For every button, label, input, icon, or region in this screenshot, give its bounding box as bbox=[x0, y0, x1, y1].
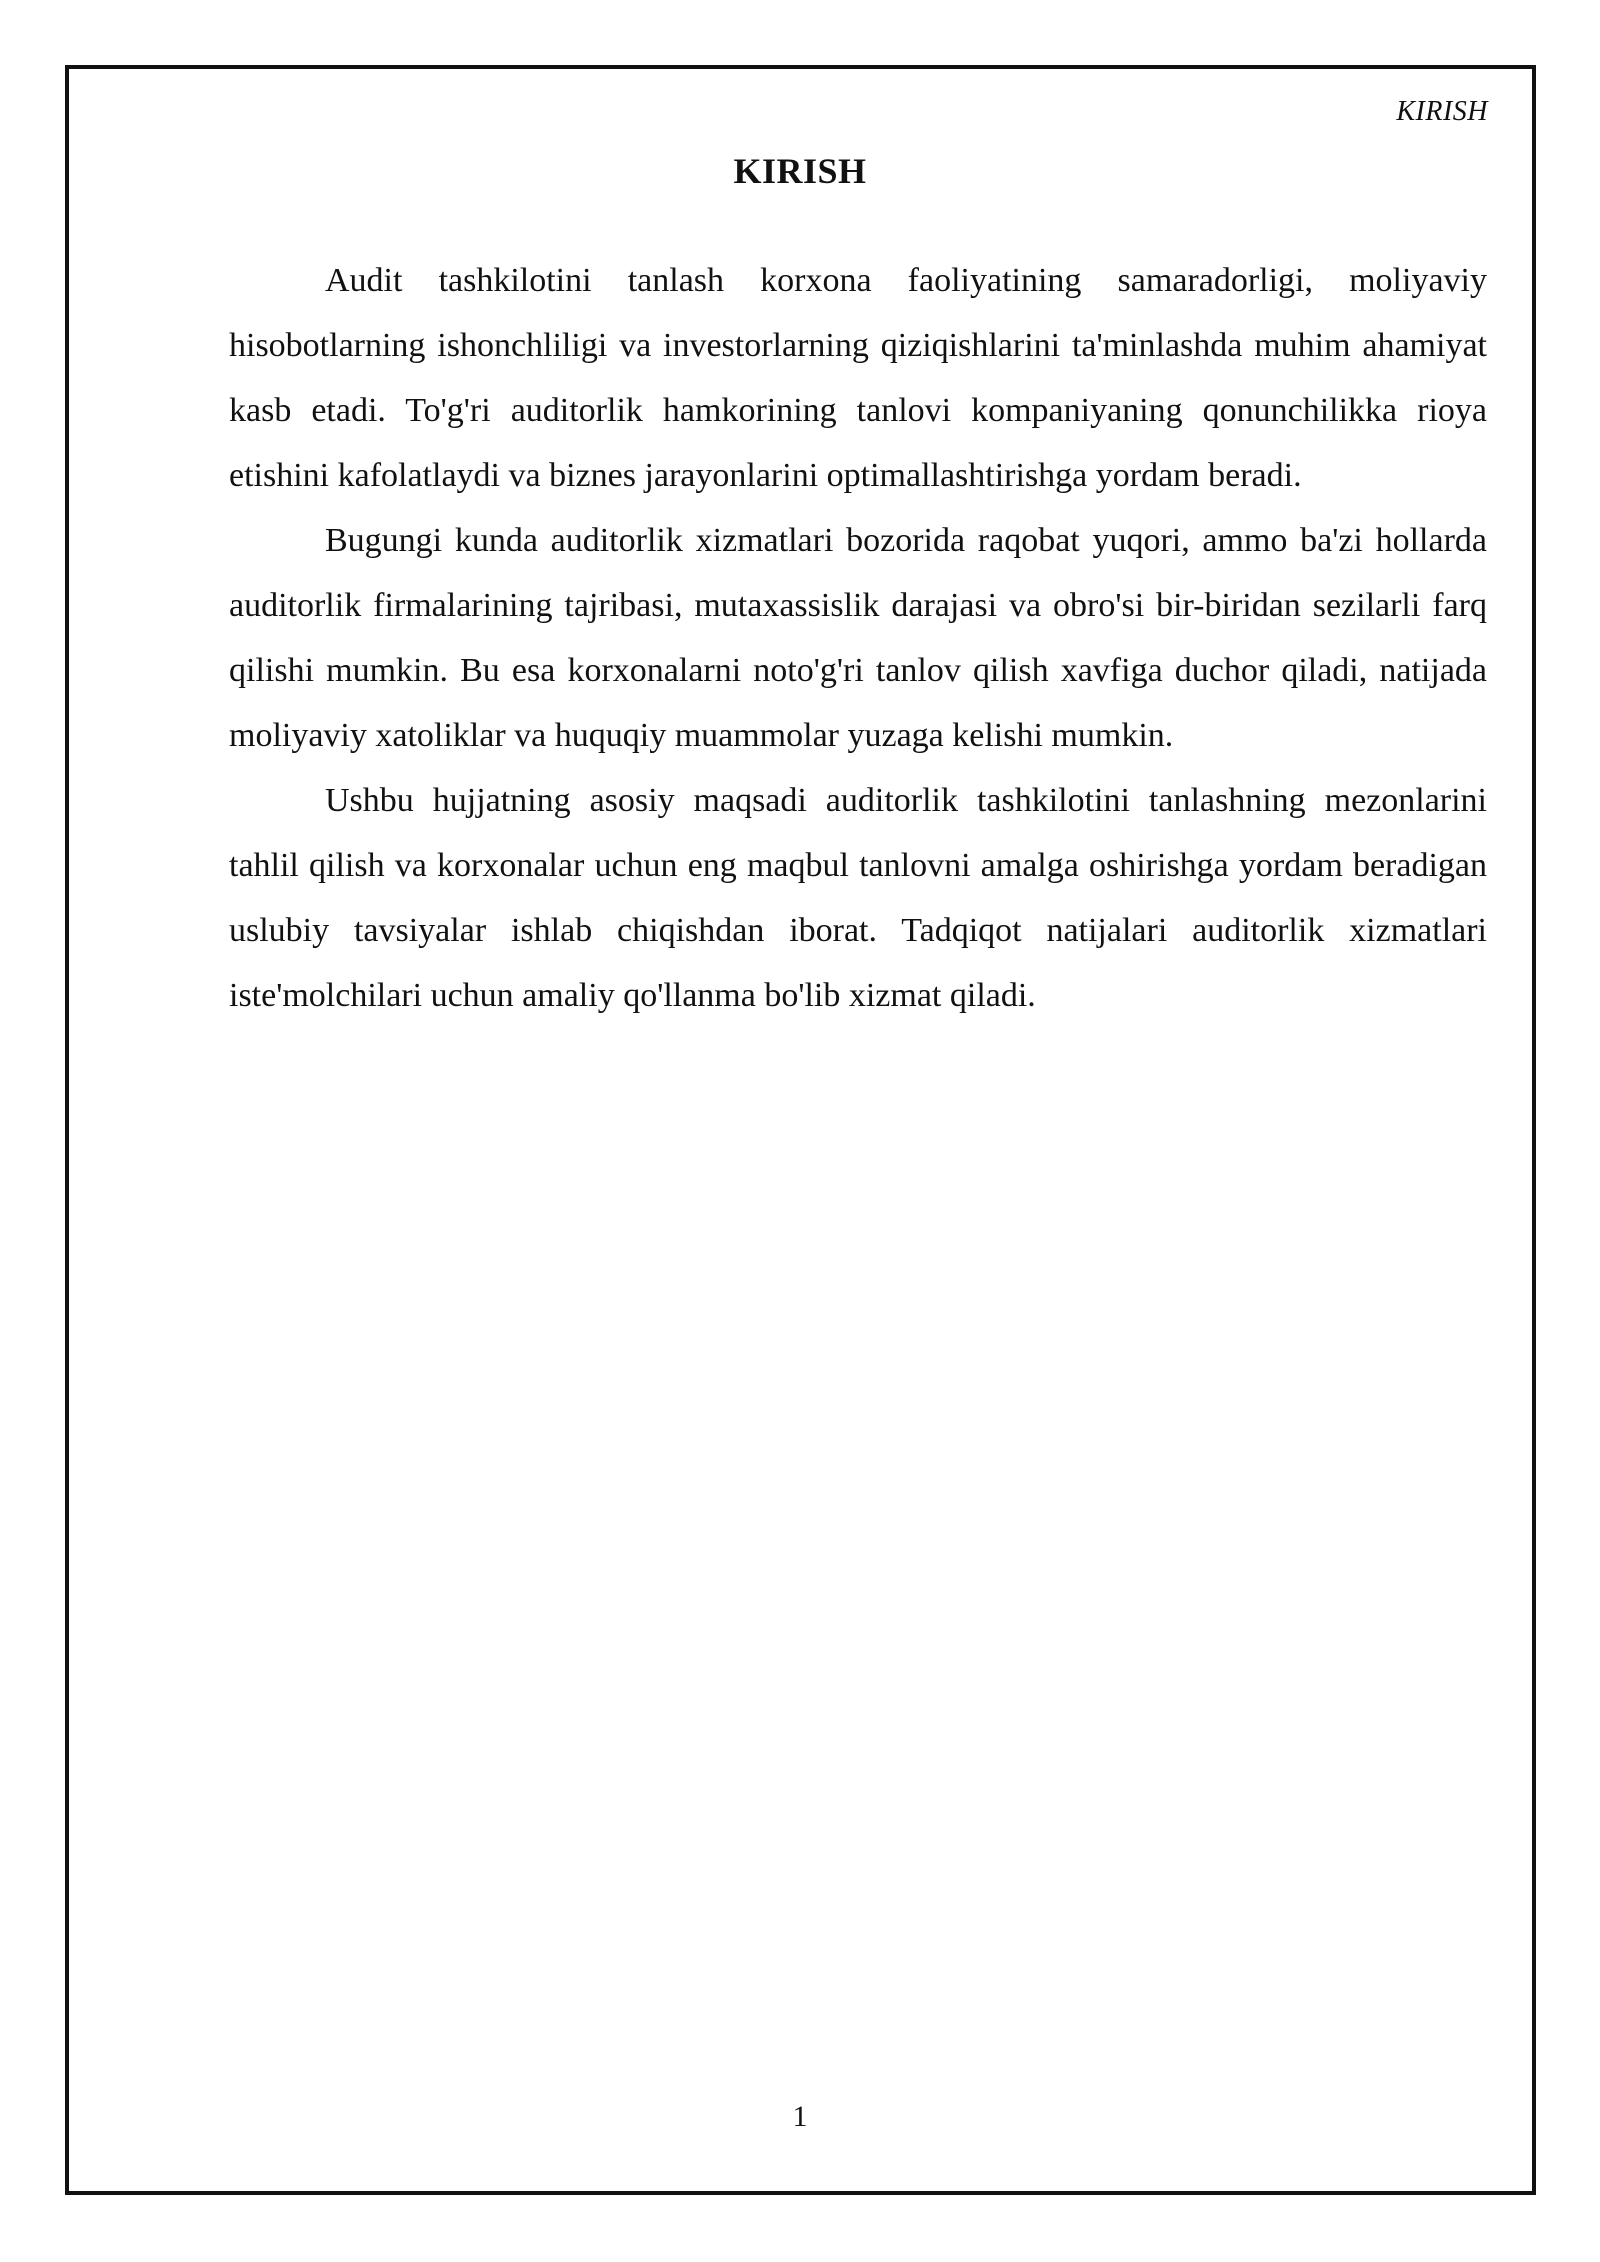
page-number: 1 bbox=[792, 2100, 808, 2133]
document-body bbox=[229, 248, 1487, 1028]
paragraph-3: Ushbu hujjatning asosiy maqsadi auditorlik tashkilotini tanlashning mezonlarini tahlil qilish va korxonalar uchun eng maqbul tanlovni amalga oshirishga yordam beradigan uslubiy tavsiyalar ishlab chiqishdan iborat. Tadqiqot natijalari auditorlik xizmatlari iste'molchilari uchun amaliy qo'llanma bo'lib xizmat qiladi. bbox=[229, 782, 1487, 1014]
running-header: KIRISH bbox=[1396, 96, 1488, 127]
page-title: KIRISH bbox=[733, 151, 867, 191]
paragraph-2: Bugungi kunda auditorlik xizmatlari bozorida raqobat yuqori, ammo ba'zi hollarda auditorlik firmalarining tajribasi, mutaxassislik darajasi va obro'si bir-biridan sezilarli farq qilishi mumkin. Bu esa korxonalarni noto'g'ri tanlov qilish xavfiga duchor qiladi, natijada moliyaviy xatoliklar va huquqiy muammolar yuzaga kelishi mumkin. bbox=[229, 522, 1487, 754]
paragraph-1: Audit tashkilotini tanlash korxona faoliyatining samaradorligi, moliyaviy hisobotlarning ishonchliligi va investorlarning qiziqishlarini ta'minlashda muhim ahamiyat kasb etadi. To'g'ri auditorlik hamkorining tanlovi kompaniyaning qonunchilikka rioya etishini kafolatlaydi va biznes jarayonlarini optimallashtirishga yordam beradi. bbox=[229, 262, 1487, 494]
